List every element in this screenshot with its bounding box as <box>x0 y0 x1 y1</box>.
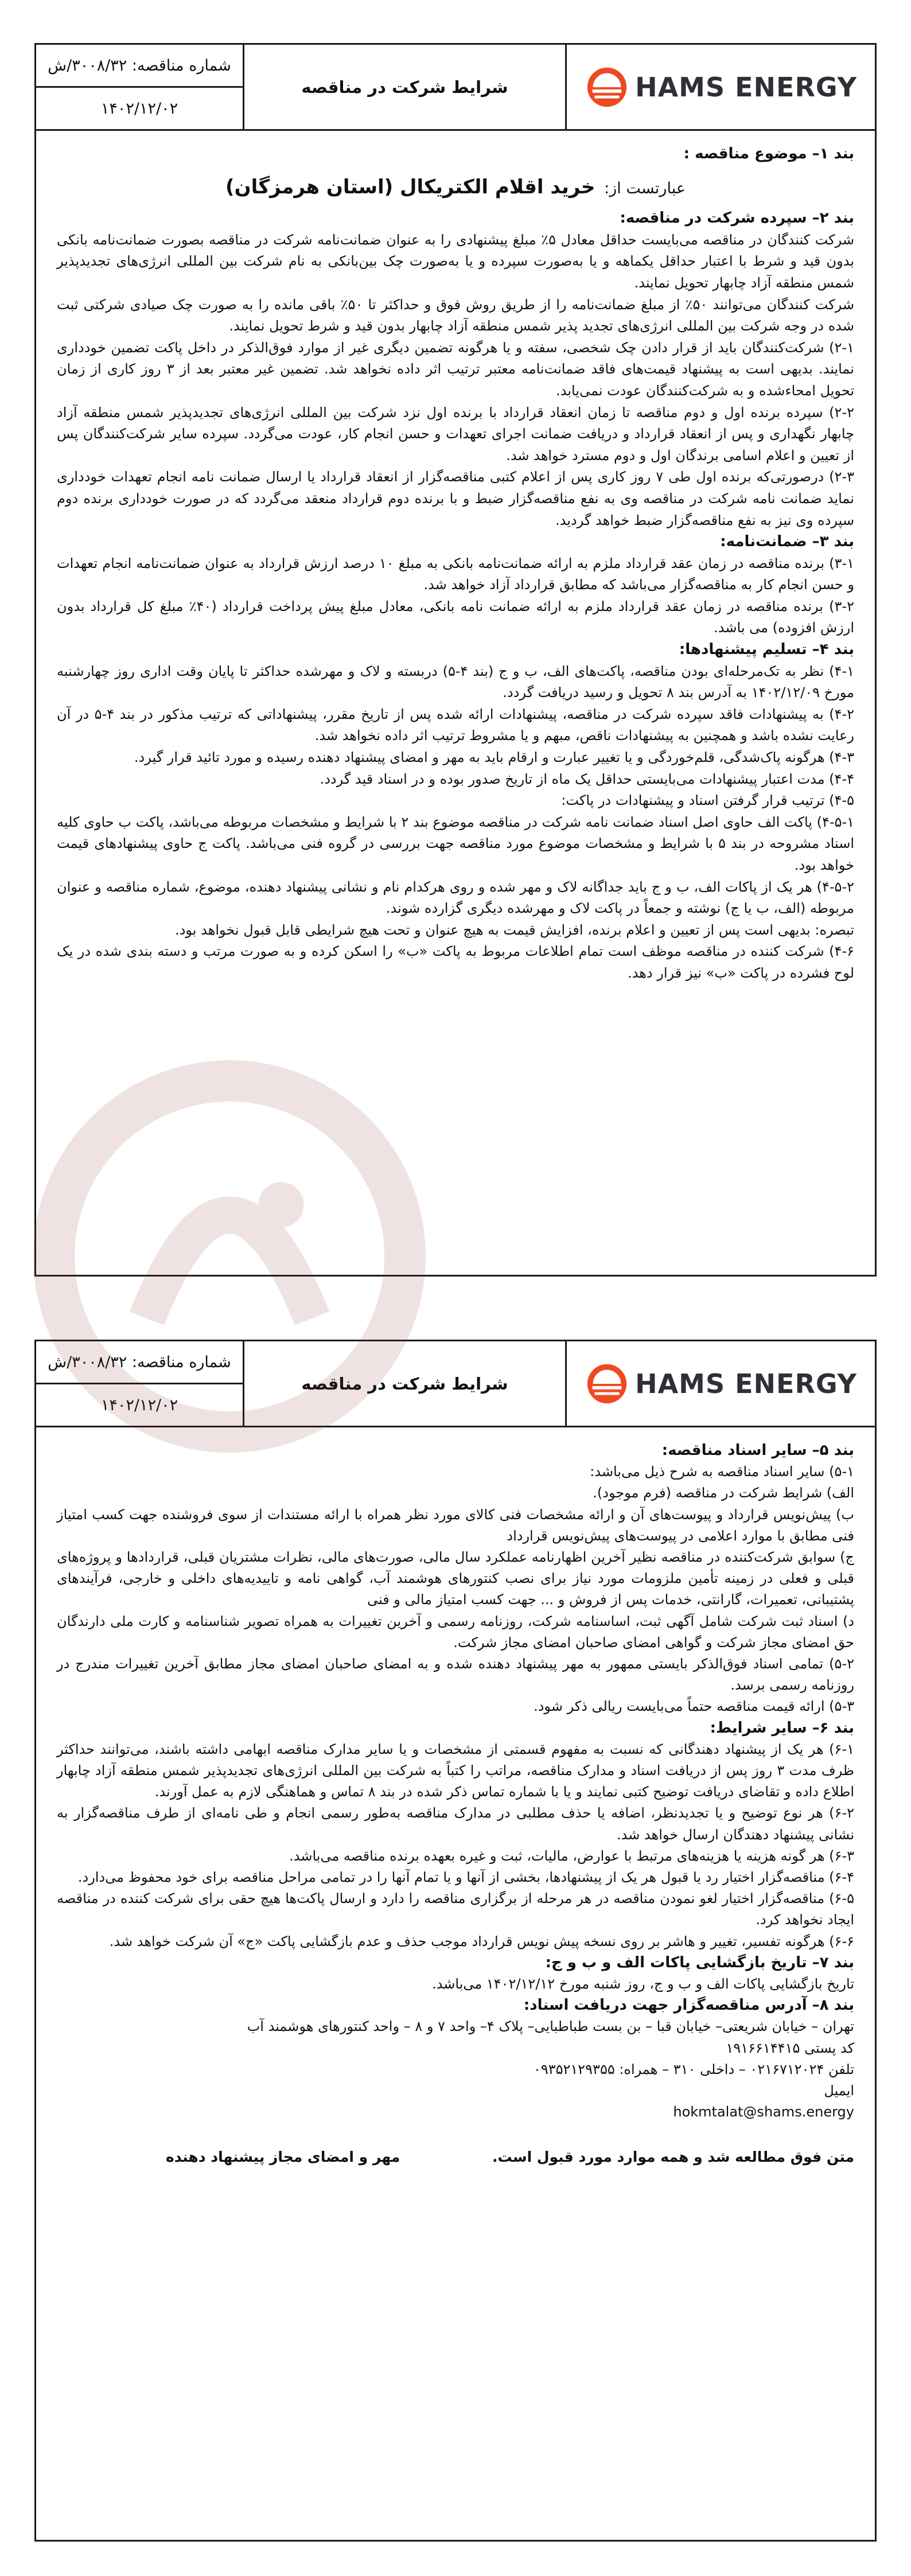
doc-title: شرایط شرکت در مناقصه <box>301 1373 508 1394</box>
doc-title: شرایط شرکت در مناقصه <box>301 77 508 97</box>
clause: د) اسناد ثبت شرکت شامل آگهی ثبت، اساسنامه شرکت، روزنامه رسمی و آخرین تغییرات به همراه تصویر شناسنامه و کارت ملی دارندگان حق امضای مجاز شرکت و گواهی امضای صاحبان امضای مجاز شرکت. <box>57 1613 854 1651</box>
clause: ۵-۱) سایر اسناد مناقصه به شرح ذیل می‌باشد: <box>590 1464 854 1480</box>
info-cell <box>36 45 243 129</box>
paragraph: شرکت کنندگان در مناقصه می‌بایست حداقل معادل ۵٪ مبلغ پیشنهادی را به عنوان ضمانت‌نامه شرکت در مناقصه بصورت ضمانت‌نامه بانکی بدون قید و شرط با اعتبار حداقل یکماهه و یا به‌صورت سپرده و یا به‌صورت چک بین‌بانکی به نام شرکت بین المللی انرژی‌های تجدیدپذیر شمس منطقه آزاد چابهار تحویل نمایند. <box>57 231 854 291</box>
postal-code: کد پستی ۱۹۱۶۶۱۴۴۱۵ <box>726 2040 854 2056</box>
section-3-title: بند ۳– ضمانت‌نامه: <box>720 533 854 551</box>
signature-row <box>57 2146 854 2168</box>
clause: ۶-۲) هر نوع توضیح و یا تجدیدنظر، اضافه یا حذف مطلبی در مدارک مناقصه به‌طور رسمی انجام و طی نامه‌ای از طرف مناقصه‌گزار به نشانی پیشنهاد دهندگان ارسال خواهد شد. <box>57 1805 854 1843</box>
subject-label: عبارتست از: <box>604 179 686 197</box>
clause: ۲-۳) درصورتی‌که برنده اول طی ۷ روز کاری پس از اعلام کتبی مناقصه‌گزار از انعقاد قرارداد یا ارسال ضمانت نامه انجام تعهدات خودداری نماید ضمانت نامه شرکت در مناقصه وی به نفع مناقصه‌گزار ضبط و با برنده دوم قرارداد منعقد می‌گردد که در صورت خودداری برنده دوم سپرده وی نیز به نفع مناقصه‌گزار ضبط خواهد گردید. <box>57 469 855 528</box>
section-8-title: بند ۸– آدرس مناقصه‌گزار جهت دریافت اسناد: <box>523 1997 854 2014</box>
paragraph: تاریخ بازگشایی پاکات الف و ب و ج، روز شنبه مورخ ۱۴۰۲/۱۲/۱۲ می‌باشد. <box>432 1976 854 1993</box>
company-logo <box>585 65 857 110</box>
signature-label: مهر و امضای مجاز پیشنهاد دهنده <box>166 2148 400 2165</box>
tender-date: ۱۴۰۲/۱۲/۰۲ <box>100 99 178 118</box>
logo-cell <box>565 45 875 129</box>
sun-logo-icon <box>585 1361 629 1406</box>
clause: ۵-۲) تمامی اسناد فوق‌الذکر بایستی ممهور به مهر پیشنهاد دهنده شده و به امضای صاحبان امضای مجاز مطابق آخرین تغییرات مندرج در روزنامه رسمی برسد. <box>57 1656 854 1694</box>
sun-logo-icon <box>585 65 629 110</box>
tender-subject <box>57 177 854 200</box>
clause: ۴-۴) مدت اعتبار پیشنهادات می‌بایستی حداقل یک ماه از تاریخ صدور بوده و در اسناد قید گردد. <box>320 771 854 787</box>
clause: ۵-۳) ارائه قیمت مناقصه حتماً می‌بایست ریالی ذکر شود. <box>534 1698 854 1715</box>
doc-title-cell <box>243 1341 565 1426</box>
clause: ۴-۱) نظر به تک‌مرحله‌ای بودن مناقصه، پاکت‌های الف، ب و ج (بند ۴-۵) دربسته و لاک و مهرشده حداکثر تا پایان وقت اداری روز چهارشنبه مورخ ۱۴۰۲/۱۲/۰۹ به آدرس بند ۸ تحویل و رسید دریافت گردد. <box>57 663 854 701</box>
paragraph: شرکت کنندگان می‌توانند ۵۰٪ از مبلغ ضمانت‌نامه را از طریق روش فوق و حداکثر تا ۵۰٪ باقی مانده را به صورت چک صیادی شرکتی ثبت شده در وجه شرکت بین المللی انرژی‌های تجدید پذیر شمس منطقه آزاد چابهار بدون قید و شرط تحویل نمایند. <box>57 296 854 334</box>
logo-wordmark: HAMS ENERGY <box>635 71 857 103</box>
acceptance-statement: متن فوق مطالعه شد و همه موارد مورد قبول است. <box>492 2148 854 2165</box>
clause: ۴-۲) به پیشنهادات فاقد سپرده شرکت در مناقصه، پیشنهادات ارائه شده پس از تاریخ مقرر، پیشنهاداتی که ترتیب مذکور در بند ۴-۵ در آن رعایت نشده باشد و همچنین به پیشنهادات ناقص، مبهم و یا مشروط ترتیب اثر داده نخواهد شد. <box>57 706 855 744</box>
logo-cell <box>565 1341 875 1426</box>
note: تبصره: بدیهی است پس از تعیین و اعلام برنده، افزایش قیمت به هیچ عنوان و تحت هیچ شرایطی قابل قبول نخواهد بود. <box>175 921 854 938</box>
clause: ۴-۵) ترتیب قرار گرفتن اسناد و پیشنهادات در پاکت: <box>561 792 854 809</box>
clause: ۴-۵-۲) هر یک از پاکات الف، ب و ج باید جداگانه لاک و مهر شده و روی هرکدام نام و نشانی پیشنهاد دهنده، موضوع، شماره مناقصه و عنوان مربوطه (الف، ب یا ج) نوشته و جمعاً در پاکت لاک و مهرشده دیگری گزارده شوند. <box>57 878 854 917</box>
tender-number: شماره مناقصه: ۳۰۰۸/۳۲/ش <box>36 45 243 88</box>
phone: تلفن ۰۲۱۶۷۱۲۰۲۴ – داخلی ۳۱۰ – همراه: ۰۹۳۵۲۱۲۹۳۵۵ <box>533 2061 854 2077</box>
clause: ۶-۱) هر یک از پیشنهاد دهندگانی که نسبت به مفهوم قسمتی از مشخصات و یا سایر مدارک مناقصه ابهامی داشته باشند، می‌توانند حداکثر ظرف مدت ۳ روز پس از دریافت اسناد و مدارک مناقصه، مراتب را کتباً به شرکت بین المللی انرژی‌های تجدیدپذیر شمس منطقه آزاد چابهار اطلاع داده و تقاضای دریافت توضیح کتبی نمایند و یا با شماره تماس ذکر شده در بند ۸ تماس و هماهنگی لازم به عمل آورند. <box>57 1741 854 1800</box>
clause: ۴-۶) شرکت کننده در مناقصه موظف است تمام اطلاعات مربوط به پاکت «ب» را اسکن کرده و به صورت مرتب و دسته بندی شده در یک لوح فشرده در پاکت «ب» نیز قرار دهد. <box>57 943 854 981</box>
clause: ب) پیش‌نویس قرارداد و پیوست‌های آن و ارائه مشخصات فنی کالای مورد نظر همراه با ارائه مستندات از سوی فروشنده جهت کسب امتیاز فنی مطابق با موارد اعلامی در پیوست‌های پیش‌نویس قرارداد <box>57 1506 854 1544</box>
clause: ۲-۱) شرکت‌کنندگان باید از قرار دادن چک شخصی، سفته و یا هرگونه تضمین دیگری غیر از موارد فوق‌الذکر در داخل پاکت تضمین خودداری نمایند. بدیهی است به پیشنهاد قیمت‌های فاقد ضمانت‌نامه معتبر ترتیب اثر داده نخواهد شد. تضمین غیر معتبر بعد از ۳ روز کاری از زمان تحویل امحاءشده و به شرکت‌کنندگان عودت نمی‌یابد. <box>57 339 854 399</box>
subject-value: خرید اقلام الکتریکال (استان هرمزگان) <box>225 175 595 199</box>
section-2-title: بند ۲– سپرده شرکت در مناقصه: <box>620 209 854 227</box>
section-5-title: بند ۵– سایر اسناد مناقصه: <box>661 1442 854 1459</box>
logo-wordmark: HAMS ENERGY <box>635 1368 857 1399</box>
clause: الف) شرایط شرکت در مناقصه (فرم موجود). <box>593 1485 854 1501</box>
clause: ۳-۱) برنده مناقصه در زمان عقد قرارداد ملزم به ارائه ضمانت‌نامه بانکی به مبلغ ۱۰ درصد ارزش قرارداد به عنوان ضمانت‌نامه انجام تعهدات و حسن انجام کار به مناقصه‌گزار می‌باشد که مطابق قرارداد آزاد خواهد شد. <box>57 555 855 593</box>
clause: ۶-۳) هر گونه هزینه یا هزینه‌های مرتبط با عوارض، مالیات، ثبت و غیره بعهده برنده مناقصه می‌باشد. <box>289 1847 854 1864</box>
email-label: ایمیل <box>824 2083 854 2099</box>
info-cell <box>36 1341 243 1426</box>
doc-title-cell <box>243 45 565 129</box>
section-6-title: بند ۶– سایر شرایط: <box>710 1719 854 1737</box>
document-page-1 <box>34 43 877 1277</box>
company-logo <box>585 1361 857 1406</box>
address: تهران – خیابان شریعتی– خیابان قبا – بن بست طباطبایی– پلاک ۴– واحد ۷ و ۸ – واحد کنتورهای هوشمند آب <box>247 2018 854 2035</box>
page-1-content <box>57 143 854 1263</box>
clause: ۳-۲) برنده مناقصه در زمان عقد قرارداد ملزم به ارائه ضمانت نامه بانکی، معادل مبلغ پیش پرداخت قرارداد (۴۰٪ مبلغ کل قرارداد بدون ارزش افزوده) می باشد. <box>57 598 854 636</box>
page-2-content <box>57 1440 854 2528</box>
clause: ۴-۵-۱) پاکت الف حاوی اصل اسناد ضمانت نامه شرکت در مناقصه موضوع بند ۲ با شرایط و مشخصات مربوطه می‌باشد، پاکت ب حاوی کلیه اسناد مشروحه در بند ۵ با شرایط و مشخصات موضوع مورد مناقصه جهت بررسی در گروه فنی می‌باشد. پاکت ج حاوی پیشنهادهای قیمت خواهد بود. <box>57 814 855 873</box>
clause: ۴-۳) هرگونه پاک‌شدگی، قلم‌خوردگی و یا تغییر عبارت و ارقام باید به مهر و امضای پیشنهاد دهنده رسیده و مورد تائید قرار گیرد. <box>134 749 854 766</box>
clause: ۶-۵) مناقصه‌گزار اختیار لغو نمودن مناقصه در هر مرحله از برگزاری مناقصه را دارد و ارسال پاکت‌ها هیچ حقی برای شرکت کننده در مناقصه ایجاد نخواهد کرد. <box>57 1890 854 1928</box>
section-7-title: بند ۷– تاریخ بازگشایی پاکات الف و ب و ج: <box>545 1954 854 1971</box>
page-header <box>36 45 875 131</box>
page-header <box>36 1341 875 1427</box>
clause: ۲-۲) سپرده برنده اول و دوم مناقصه تا زمان انعقاد قرارداد با برنده اول نزد شرکت بین المللی انرژی‌های تجدیدپذیر شمس منطقه آزاد چابهار نگهداری و پس از انعقاد قرارداد و دریافت ضمانت اجرای تعهدات و حسن انجام کار، عودت می‌گردد. سپرده سایر شرکت‌کنندگان پس از تعیین و اعلام اسامی برندگان اول و دوم مسترد خواهد شد. <box>57 404 854 464</box>
tender-date: ۱۴۰۲/۱۲/۰۲ <box>100 1396 178 1414</box>
clause: ۶-۴) مناقصه‌گزار اختیار رد یا قبول هر یک از پیشنهادها، بخشی از آنها و یا تمام آنها را در تمامی مراحل مناقصه برای خود محفوظ می‌دارد. <box>77 1869 854 1886</box>
section-4-title: بند ۴– تسلیم پیشنهادها: <box>679 641 854 659</box>
clause: ج) سوابق شرکت‌کننده در مناقصه نظیر آخرین اظهارنامه عملکرد سال مالی، صورت‌های مالی، نظرات مشتریان قبلی، قراردادها و پروژه‌های قبلی و فعلی در زمینه تأمین ملزومات مورد نیاز برای نصب کنتورهای هوشمند آب، گواهی نامه و تاییدیه‌های داخلی و خارجی، فرآیندهای پشتیبانی، تعمیرات، گارانتی، خدمات پس از فروش و ... جهت کسب امتیاز مالی و فنی <box>57 1549 854 1608</box>
section-1-title: بند ۱– موضوع مناقصه : <box>683 145 854 162</box>
tender-number: شماره مناقصه: ۳۰۰۸/۳۲/ش <box>36 1341 243 1384</box>
email-address[interactable]: hokmtalat@shams.energy <box>673 2104 854 2120</box>
document-page-2 <box>34 1340 877 2542</box>
clause: ۶-۶) هرگونه تفسیر، تغییر و هاشر بر روی نسخه پیش نویس قرارداد موجب حذف و عدم بازگشایی پاکت «ج» آن شرکت خواهد شد. <box>109 1933 854 1949</box>
